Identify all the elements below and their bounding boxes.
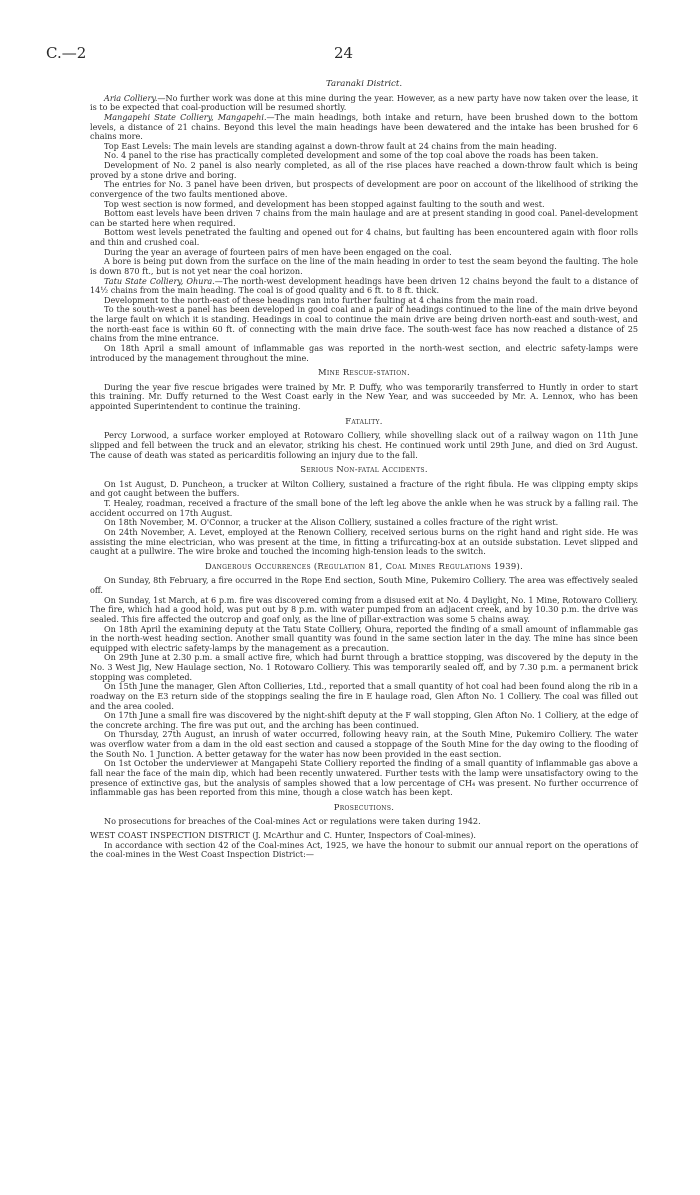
paragraph	[90, 383, 638, 412]
section-heading: Mine Rescue-station.	[318, 367, 410, 378]
paragraph-text: During the year an average of fourteen pairs of men have been engaged on the coal.	[104, 246, 452, 257]
paragraph-text: Top west section is now formed, and development has been stopped against faulting to the south and west.	[104, 198, 545, 209]
paragraph-text: On 18th April a small amount of inflammable gas was reported in the north-west section, and electric safety-lamps were introduced by the management throughout the mine.	[90, 342, 638, 363]
paragraph	[90, 180, 638, 199]
section-heading: Taranaki District.	[325, 79, 403, 89]
paragraph-text: On 24th November, A. Levet, employed at the Renown Colliery, received serious burns on the right hand and right side. He was assisting the mine electrician, who was present at the time, in fitting a trifurcating-box at an outside substation. Levet slipped and caught at a pullwire. The wire broke and touched the incoming high-tension leads to the switch.	[90, 526, 638, 557]
paragraph-text: On Sunday, 1st March, at 6 p.m. fire was discovered coming from a disused exit at No. 4 Daylight, No. 1 Mine, Rotowaro Colliery. The fire, which had a good hold, was put out by 8 p.m. with water pumped from an adjacent creek, and by 10.30 p.m. the drive was sealed. This fire affected the outcrop and goaf only, as the line of pillar-extraction was some 5 chains away.	[90, 594, 638, 624]
paragraph-text: T. Healey, roadman, received a fracture of the small bone of the left leg above the ankle when he was struck by a falling rail. The accident occurred on 17th August.	[90, 498, 638, 518]
paragraph-text: A bore is being put down from the surface on the line of the main heading in order to test the seam beyond the faulting. The hole is down 870 ft., but is not yet near the coal horizon.	[90, 256, 638, 276]
paragraph	[90, 817, 638, 827]
paragraph-text: On 15th June the manager, Glen Afton Collieries, Ltd., reported that a small quantity of hot coal had been found along the rib in a roadway on the E3 return side of the stoppings sealing the fire in E haulage road, Glen Afton No. 1 Colliery. The coal was filled out and the area cooled.	[90, 681, 638, 711]
paragraph-text: The entries for No. 3 panel have been driven, but prospects of development are poor on account of the likelihood of striking the convergence of the two faults mentioned above.	[90, 179, 638, 199]
paragraph-text: On 1st October the underviewer at Mangapehi State Colliery reported the finding of a small quantity of inflammable gas above a fall near the face of the main dip, which had been recently unwatered. Further tests with the lamp were unsatisfactory owing to the presence of extinctive gas, but the analysis of samples showed that a low percentage of CH₄ was present. No further occurrence of inflammable gas has been reported from this mine, though a close watch has been kept.	[90, 758, 638, 798]
paragraph-text: On 17th June a small fire was discovered by the night-shift deputy at the F wall stopping, Glen Afton No. 1 Colliery, at the edge of the concrete arching. The fire was put out, and the arching has been continued.	[90, 710, 638, 730]
paragraph-text: On 1st August, D. Puncheon, a trucker at Wilton Colliery, sustained a fracture of the right fibula. He was clipping empty skips and got caught between the buffers.	[90, 478, 638, 499]
paragraph-text: —The north-west development headings have been driven 12 chains beyond the fault to a distance of 14½ chains from the main heading. The coal is of good quality and 6 ft. to 8 ft. thick.	[90, 275, 638, 296]
paragraph-lead: Mangapehi State Colliery, Mangapehi.	[104, 111, 267, 122]
paragraph-text: To the south-west a panel has been developed in good coal and a pair of headings continued to the line of the main drive beyond the large fault on which it is standing. Headings in coal to continue the main drive are being driven north-east and south-west, and the north-east face is within 60 ft. of connecting with the main drive face. The south-west face has now reached a distance of 25 chains from the mine entrance.	[90, 304, 638, 344]
section-heading: Fatality.	[345, 415, 383, 426]
paragraph-text: —The main headings, both intake and return, have been brushed down to the bottom levels, a distance of 21 chains. Beyond this level the main headings have been dewatered and the intake has been brushed for 6 chains more.	[90, 111, 638, 142]
paragraph	[90, 711, 638, 730]
page-header-reference: C.—2	[46, 44, 87, 62]
paragraph	[90, 113, 638, 142]
paragraph-text: On Sunday, 8th February, a fire occurred in the Rope End section, South Mine, Pukemiro Colliery. The area was effectively sealed off.	[90, 575, 638, 595]
paragraph-lead: Tatu State Colliery, Ohura.	[104, 275, 215, 286]
paragraph	[90, 480, 638, 499]
paragraph	[90, 682, 638, 711]
paragraph	[90, 596, 638, 625]
paragraph	[90, 625, 638, 654]
paragraph	[90, 277, 638, 296]
paragraph-text: No. 4 panel to the rise has practically completed development and some of the top coal above the roads has been taken.	[104, 150, 599, 161]
paragraph	[90, 528, 638, 557]
page-number: 24	[334, 44, 354, 62]
section-heading: Dangerous Occurrences (Regulation 81, Coal Mines Regulations 1939).	[204, 560, 524, 571]
paragraph-text: On Thursday, 27th August, an inrush of water occurred, following heavy rain, at the South Mine, Pukemiro Colliery. The water was overflow water from a dam in the old east section and caused a stoppage of the South Mine for the day owing to the flooding of the South No. 1 Junction. A better getaway for the water has now been provided in the east section.	[90, 729, 638, 759]
paragraph	[90, 305, 638, 344]
paragraph-text: No prosecutions for breaches of the Coal-mines Act or regulations were taken during 1942.	[104, 816, 481, 827]
paragraph-text: In accordance with section 42 of the Coal-mines Act, 1925, we have the honour to submit our annual report on the operations of the coal-mines in the West Coast Inspection District:—	[90, 839, 638, 860]
paragraph-text: During the year five rescue brigades were trained by Mr. P. Duffy, who was temporarily transferred to Huntly in order to start this training. Mr. Duffy returned to the West Coast early in the New Year, and was succeeded by Mr. A. Lennox, who has been appointed Superintendent to continue the training.	[90, 381, 638, 411]
paragraph	[90, 499, 638, 518]
paragraph-text: On 18th November, M. O'Connor, a trucker at the Alison Colliery, sustained a colles fracture of the right wrist.	[104, 517, 559, 528]
paragraph	[90, 653, 638, 682]
paragraph	[90, 759, 638, 798]
paragraph-text: —No further work was done at this mine during the year. However, as a new party have now taken over the lease, it is to be expected that coal-production will be resumed shortly.	[90, 92, 638, 113]
paragraph	[90, 228, 638, 247]
paragraph-text: Top East Levels: The main levels are standing against a down-throw fault at 24 chains from the main heading.	[104, 140, 557, 151]
paragraph-text: Bottom east levels have been driven 7 chains from the main haulage and are at present standing in good coal. Panel-development can be started here when required.	[90, 208, 638, 228]
paragraph	[90, 431, 638, 460]
paragraph	[90, 209, 638, 228]
paragraph	[90, 576, 638, 595]
paragraph	[90, 94, 638, 113]
paragraph-text: Percy Lorwood, a surface worker employed at Rotowaro Colliery, while shovelling slack out of a railway wagon on 11th June slipped and fell between the truck and an elevator, striking his chest. He continued work until 29th June, and died on 3rd August. The cause of death was stated as pericarditis following an injury due to the fall.	[90, 430, 638, 460]
paragraph-text: On 29th June at 2.30 p.m. a small active fire, which had burnt through a brattice stopping, was discovered by the deputy in the No. 3 West Jig, New Haulage section, No. 1 Rotowaro Colliery. This was temporarily sealed off, and by 7.30 p.m. a permanent brick stopping was completed.	[90, 652, 638, 682]
section-heading: WEST COAST INSPECTION DISTRICT (J. McArthur and C. Hunter, Inspectors of Coal-mines).	[90, 830, 476, 840]
paragraph	[90, 161, 638, 180]
paragraph-lead: Aria Colliery.	[104, 92, 158, 103]
section-heading: Prosecutions.	[333, 801, 395, 812]
paragraph-text: Development of No. 2 panel is also nearly completed, as all of the rise places have reached a down-throw fault which is being proved by a stone drive and boring.	[90, 160, 638, 180]
paragraph	[90, 841, 638, 860]
paragraph	[90, 257, 638, 276]
paragraph	[90, 730, 638, 759]
report-body	[90, 80, 638, 860]
paragraph-text: Bottom west levels penetrated the faulting and opened out for 4 chains, but faulting has been encountered again with floor rolls and thin and crushed coal.	[90, 227, 638, 247]
paragraph	[90, 344, 638, 363]
paragraph-text: Development to the north-east of these headings ran into further faulting at 4 chains from the main road.	[104, 294, 538, 305]
paragraph-text: On 18th April the examining deputy at the Tatu State Colliery, Ohura, reported the finding of a small amount of inflammable gas in the north-west heading section. Another small quantity was found in the same section later in the day. The mine has since been equipped with electric safety-lamps by the management as a precaution.	[90, 623, 638, 653]
section-heading: Serious Non-fatal Accidents.	[300, 464, 428, 475]
